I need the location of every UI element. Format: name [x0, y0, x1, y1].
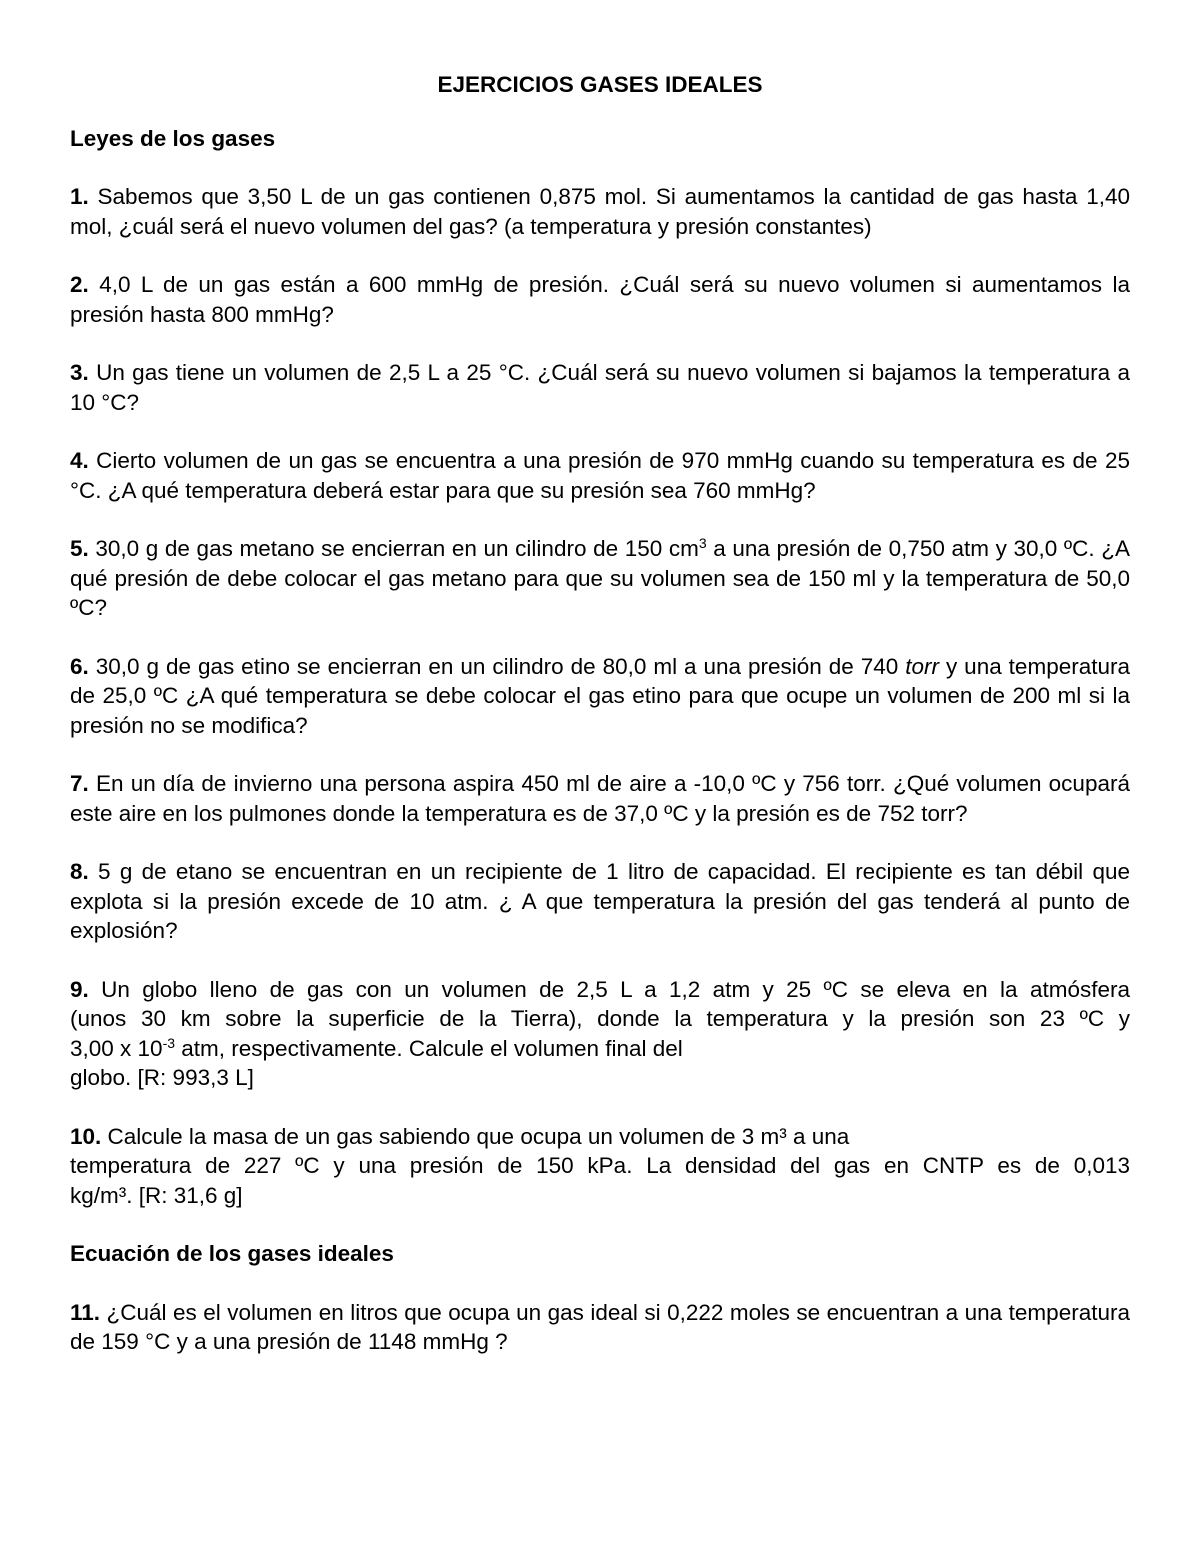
- exercise-number: 10.: [70, 1123, 102, 1149]
- exercise-number: 7.: [70, 771, 89, 796]
- exercise-9: [70, 975, 1130, 1093]
- exercise-text: En un día de invierno una persona aspira 450 ml de aire a -10,0 ºC y 756 torr. ¿Qué volumen ocupará este aire en los pulmones donde la temperatura es de 37,0 ºC y la presión es de 752 torr?: [70, 771, 1130, 826]
- exercise-line: [70, 975, 1130, 1005]
- exercise-text: 30,0 g de gas metano se encierran en un cilindro de 150 cm: [95, 536, 699, 561]
- exercise-number: 9.: [70, 976, 89, 1002]
- exercise-text: 4,0 L de un gas están a 600 mmHg de presión. ¿Cuál será su nuevo volumen si aumentamos la presión hasta 800 mmHg?: [70, 272, 1130, 327]
- exercise-8: [70, 857, 1130, 946]
- exercise-text-continued: y una temperatura de 25,0 ºC ¿A qué temperatura se debe colocar el gas etino para que ocupe un volumen de 200 ml si la presión no se modifica?: [70, 653, 1130, 738]
- exercise-number: 1.: [70, 184, 89, 209]
- exercise-11: [70, 1298, 1130, 1357]
- exercise-text: Sabemos que 3,50 L de un gas contienen 0,875 mol. Si aumentamos la cantidad de gas hasta 1,40 mol, ¿cuál será el nuevo volumen del gas? (a temperatura y presión constantes): [70, 184, 1130, 239]
- exercise-text: Un gas tiene un volumen de 2,5 L a 25 °C. ¿Cuál será su nuevo volumen si bajamos la temperatura a 10 °C?: [70, 360, 1130, 415]
- exercise-text: 5 g de etano se encuentran en un recipiente de 1 litro de capacidad. El recipiente es tan débil que explota si la presión excede de 10 atm. ¿ A que temperatura la presión del gas tenderá al punto de explosión?: [70, 859, 1130, 943]
- superscript-exponent: -3: [162, 1034, 176, 1051]
- exercise-text: ¿Cuál es el volumen en litros que ocupa un gas ideal si 0,222 moles se encuentran a una temperatura de 159 °C y a una presión de 1148 mmHg ?: [70, 1299, 1130, 1354]
- exercise-4: [70, 446, 1130, 505]
- exercise-text: Calcule la masa de un gas sabiendo que ocupa un volumen de 3 m³ a una: [107, 1123, 850, 1149]
- exercise-5: [70, 534, 1130, 623]
- exercise-number: 6.: [70, 653, 89, 679]
- exercise-number: 4.: [70, 448, 89, 473]
- exercise-text: Cierto volumen de un gas se encuentra a una presión de 970 mmHg cuando su temperatura es de 25 °C. ¿A qué temperatura deberá estar para que su presión sea 760 mmHg?: [70, 448, 1130, 503]
- exercise-line: temperatura de 227 ºC y una presión de 150 kPa. La densidad del gas en CNTP es de 0,013: [70, 1153, 1130, 1178]
- exercise-1: [70, 182, 1130, 241]
- exercise-7: [70, 769, 1130, 828]
- exercise-number: 5.: [70, 536, 89, 561]
- exercise-line: [70, 1122, 1130, 1152]
- exercise-number: 11.: [70, 1299, 101, 1325]
- exercise-text: 30,0 g de gas etino se encierran en un cilindro de 80,0 ml a una presión de 740: [95, 653, 906, 679]
- exercise-text-continued: a una presión de 0,750 atm y 30,0 ºC. ¿A qué presión de debe colocar el gas metano para que su volumen sea de 150 ml y la temperatura de 50,0 ºC?: [70, 536, 1130, 620]
- section-heading-ideal-gas-equation: Ecuación de los gases ideales: [70, 1241, 394, 1266]
- exercise-text: 3,00 x 10: [70, 1035, 163, 1061]
- exercise-line: [70, 1034, 1130, 1064]
- exercise-number: 3.: [70, 360, 89, 385]
- exercise-number: 8.: [70, 859, 89, 884]
- exercise-3: [70, 358, 1130, 417]
- exercise-text-continued: atm, respectivamente. Calcule el volumen final del: [175, 1035, 683, 1061]
- exercise-10: [70, 1122, 1130, 1211]
- exercise-line: globo. [R: 993,3 L]: [70, 1065, 254, 1090]
- document-title: EJERCICIOS GASES IDEALES: [437, 72, 763, 97]
- italic-unit: torr: [905, 653, 940, 679]
- exercise-2: [70, 270, 1130, 329]
- exercise-text: Un globo lleno de gas con un volumen de 2,5 L a 1,2 atm y 25 ºC se eleva en la atmósfera: [101, 976, 1130, 1002]
- exercise-line: (unos 30 km sobre la superficie de la Tierra), donde la temperatura y la presión son 23 ºC y: [70, 1006, 1130, 1031]
- superscript-exponent: 3: [698, 535, 707, 551]
- exercise-line: kg/m³. [R: 31,6 g]: [70, 1182, 243, 1208]
- document-page: [70, 70, 1130, 1386]
- exercise-number: 2.: [70, 272, 89, 297]
- section-heading-gas-laws: Leyes de los gases: [70, 125, 276, 151]
- exercise-6: [70, 652, 1130, 741]
